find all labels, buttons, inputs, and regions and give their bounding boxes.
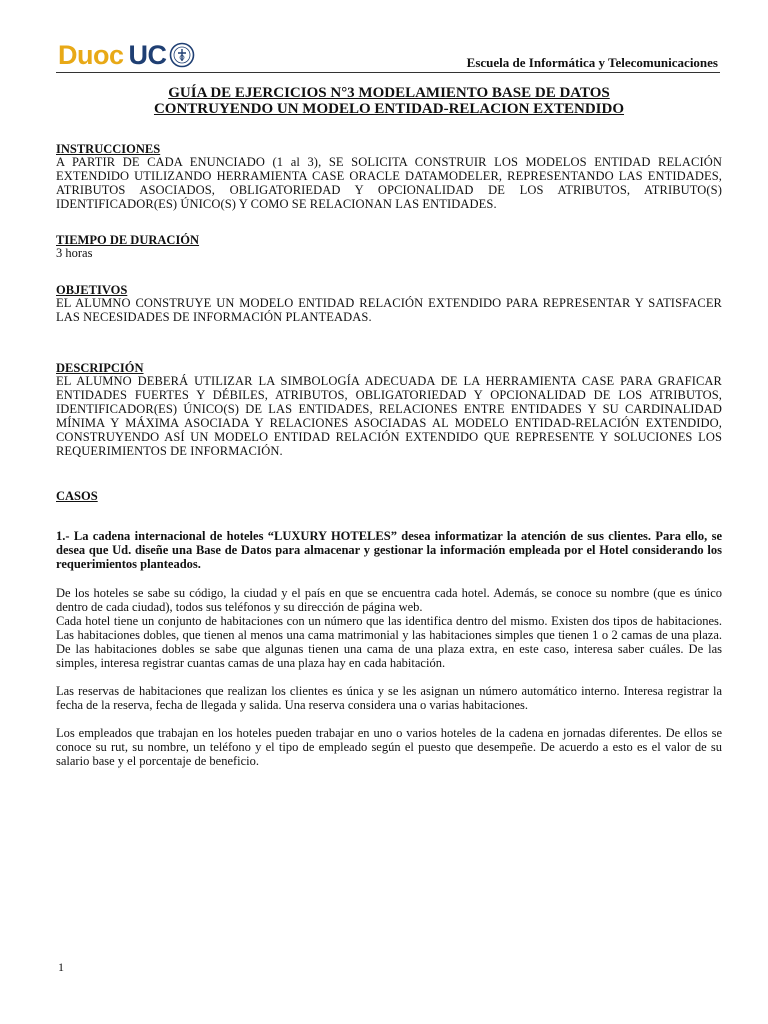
instrucciones-heading: INSTRUCCIONES [56,142,161,156]
caso1-paragraph: Cada hotel tiene un conjunto de habitaciones con un número que las identifica dentro del mismo. Existen dos tipos de habitaciones. Las habitaciones dobles, que tienen al menos una cama matrimonial y las habitaciones simples que tienen 1 o 2 camas de una plaza. De las habitaciones dobles se sabe que algunas tienen una cama de una plaza extra, en este caso, interesa saber cuáles. De las simples, interesa registrar cuantas camas de una plaza hay en cada habitación. [56,614,722,670]
casos-heading: CASOS [56,489,98,503]
caso1-paragraph: De los hoteles se sabe su código, la ciudad y el país en que se encuentra cada hotel. Además, se conoce su nombre (que es único dentro de cada ciudad), todos sus teléfonos y su dirección de página web. [56,586,722,614]
tiempo-text: 3 horas [56,246,93,260]
logo-duoc-text: Duoc [58,39,124,70]
objetivos-heading: OBJETIVOS [56,283,128,297]
university-seal-icon [169,42,195,68]
caso1-paragraph: Las reservas de habitaciones que realizan los clientes es única y se les asignan un número automático interno. Interesa registrar la fecha de la reserva, fecha de llegada y salida. Una reserva considera una o varias habitaciones. [56,684,722,712]
duoc-uc-logo [58,38,195,72]
caso1-paragraph: Los empleados que trabajan en los hoteles pueden trabajar en uno o varios hoteles de la cadena en jornadas diferentes. De ellos se conoce su rut, su nombre, un teléfono y el tipo de empleado según el puesto que desempeñe. De acuerdo a esto es el valor de su salario base y el porcentaje de beneficio. [56,726,722,768]
document-title-line-1: GUÍA DE EJERCICIOS N°3 MODELAMIENTO BASE DE DATOS [168,85,610,101]
document-title-line-2: CONTRUYENDO UN MODELO ENTIDAD-RELACION EXTENDIDO [153,101,625,117]
descripcion-text: EL ALUMNO DEBERÁ UTILIZAR LA SIMBOLOGÍA ADECUADA DE LA HERRAMIENTA CASE PARA GRAFICAR ENTIDADES FUERTES Y DÉBILES, ATRIBUTOS, OBLIGATORIEDAD Y OPCIONALIDAD DE LOS ATRIBUTOS, IDENTIFICADOR(ES) ÚNICO(S) DE LAS ENTIDADES, RELACIONES ENTRE ENTIDADES Y SU CARDINALIDAD MÍNIMA Y MÁXIMA ASOCIADA Y RELACIONES ASOCIADAS AL MODELO ENTIDAD-RELACIÓN EXTENDIDO, CONSTRUYENDO ASÍ UN MODELO ENTIDAD RELACIÓN EXTENDIDO QUE REPRESENTE Y SOLUCIONES LOS REQUERIMIENTOS DE INFORMACIÓN. [56,374,722,458]
tiempo-heading: TIEMPO DE DURACIÓN [56,233,200,247]
instrucciones-text: A PARTIR DE CADA ENUNCIADO (1 al 3), SE SOLICITA CONSTRUIR LOS MODELOS ENTIDAD RELACIÓN EXTENDIDO UTILIZANDO HERRAMIENTA CASE ORACLE DATAMODELER, REPRESENTANDO LAS ENTIDADES, ATRIBUTOS ASOCIADOS, OBLIGATORIEDAD Y OPCIONALIDAD DE LOS ATRIBUTOS, ATRIBUTO(S) IDENTIFICADOR(ES) ÚNICO(S) Y COMO SE RELACIONAN LAS ENTIDADES. [56,155,722,211]
descripcion-heading: DESCRIPCIÓN [56,361,144,375]
objetivos-text: EL ALUMNO CONSTRUYE UN MODELO ENTIDAD RELACIÓN EXTENDIDO PARA REPRESENTAR Y SATISFACER LAS NECESIDADES DE INFORMACIÓN PLANTEADAS. [56,296,722,324]
page-number: 1 [58,960,64,974]
logo-uc-text: UC [128,39,167,70]
header-divider [56,72,720,73]
caso1-intro: 1.- La cadena internacional de hoteles “LUXURY HOTELES” desea informatizar la atención de sus clientes. Para ello, se desea que Ud. diseñe una Base de Datos para almacenar y gestionar la información empleada por el Hotel considerando los requerimientos planteados. [56,529,722,571]
school-name: Escuela de Informática y Telecomunicaciones [466,55,718,70]
